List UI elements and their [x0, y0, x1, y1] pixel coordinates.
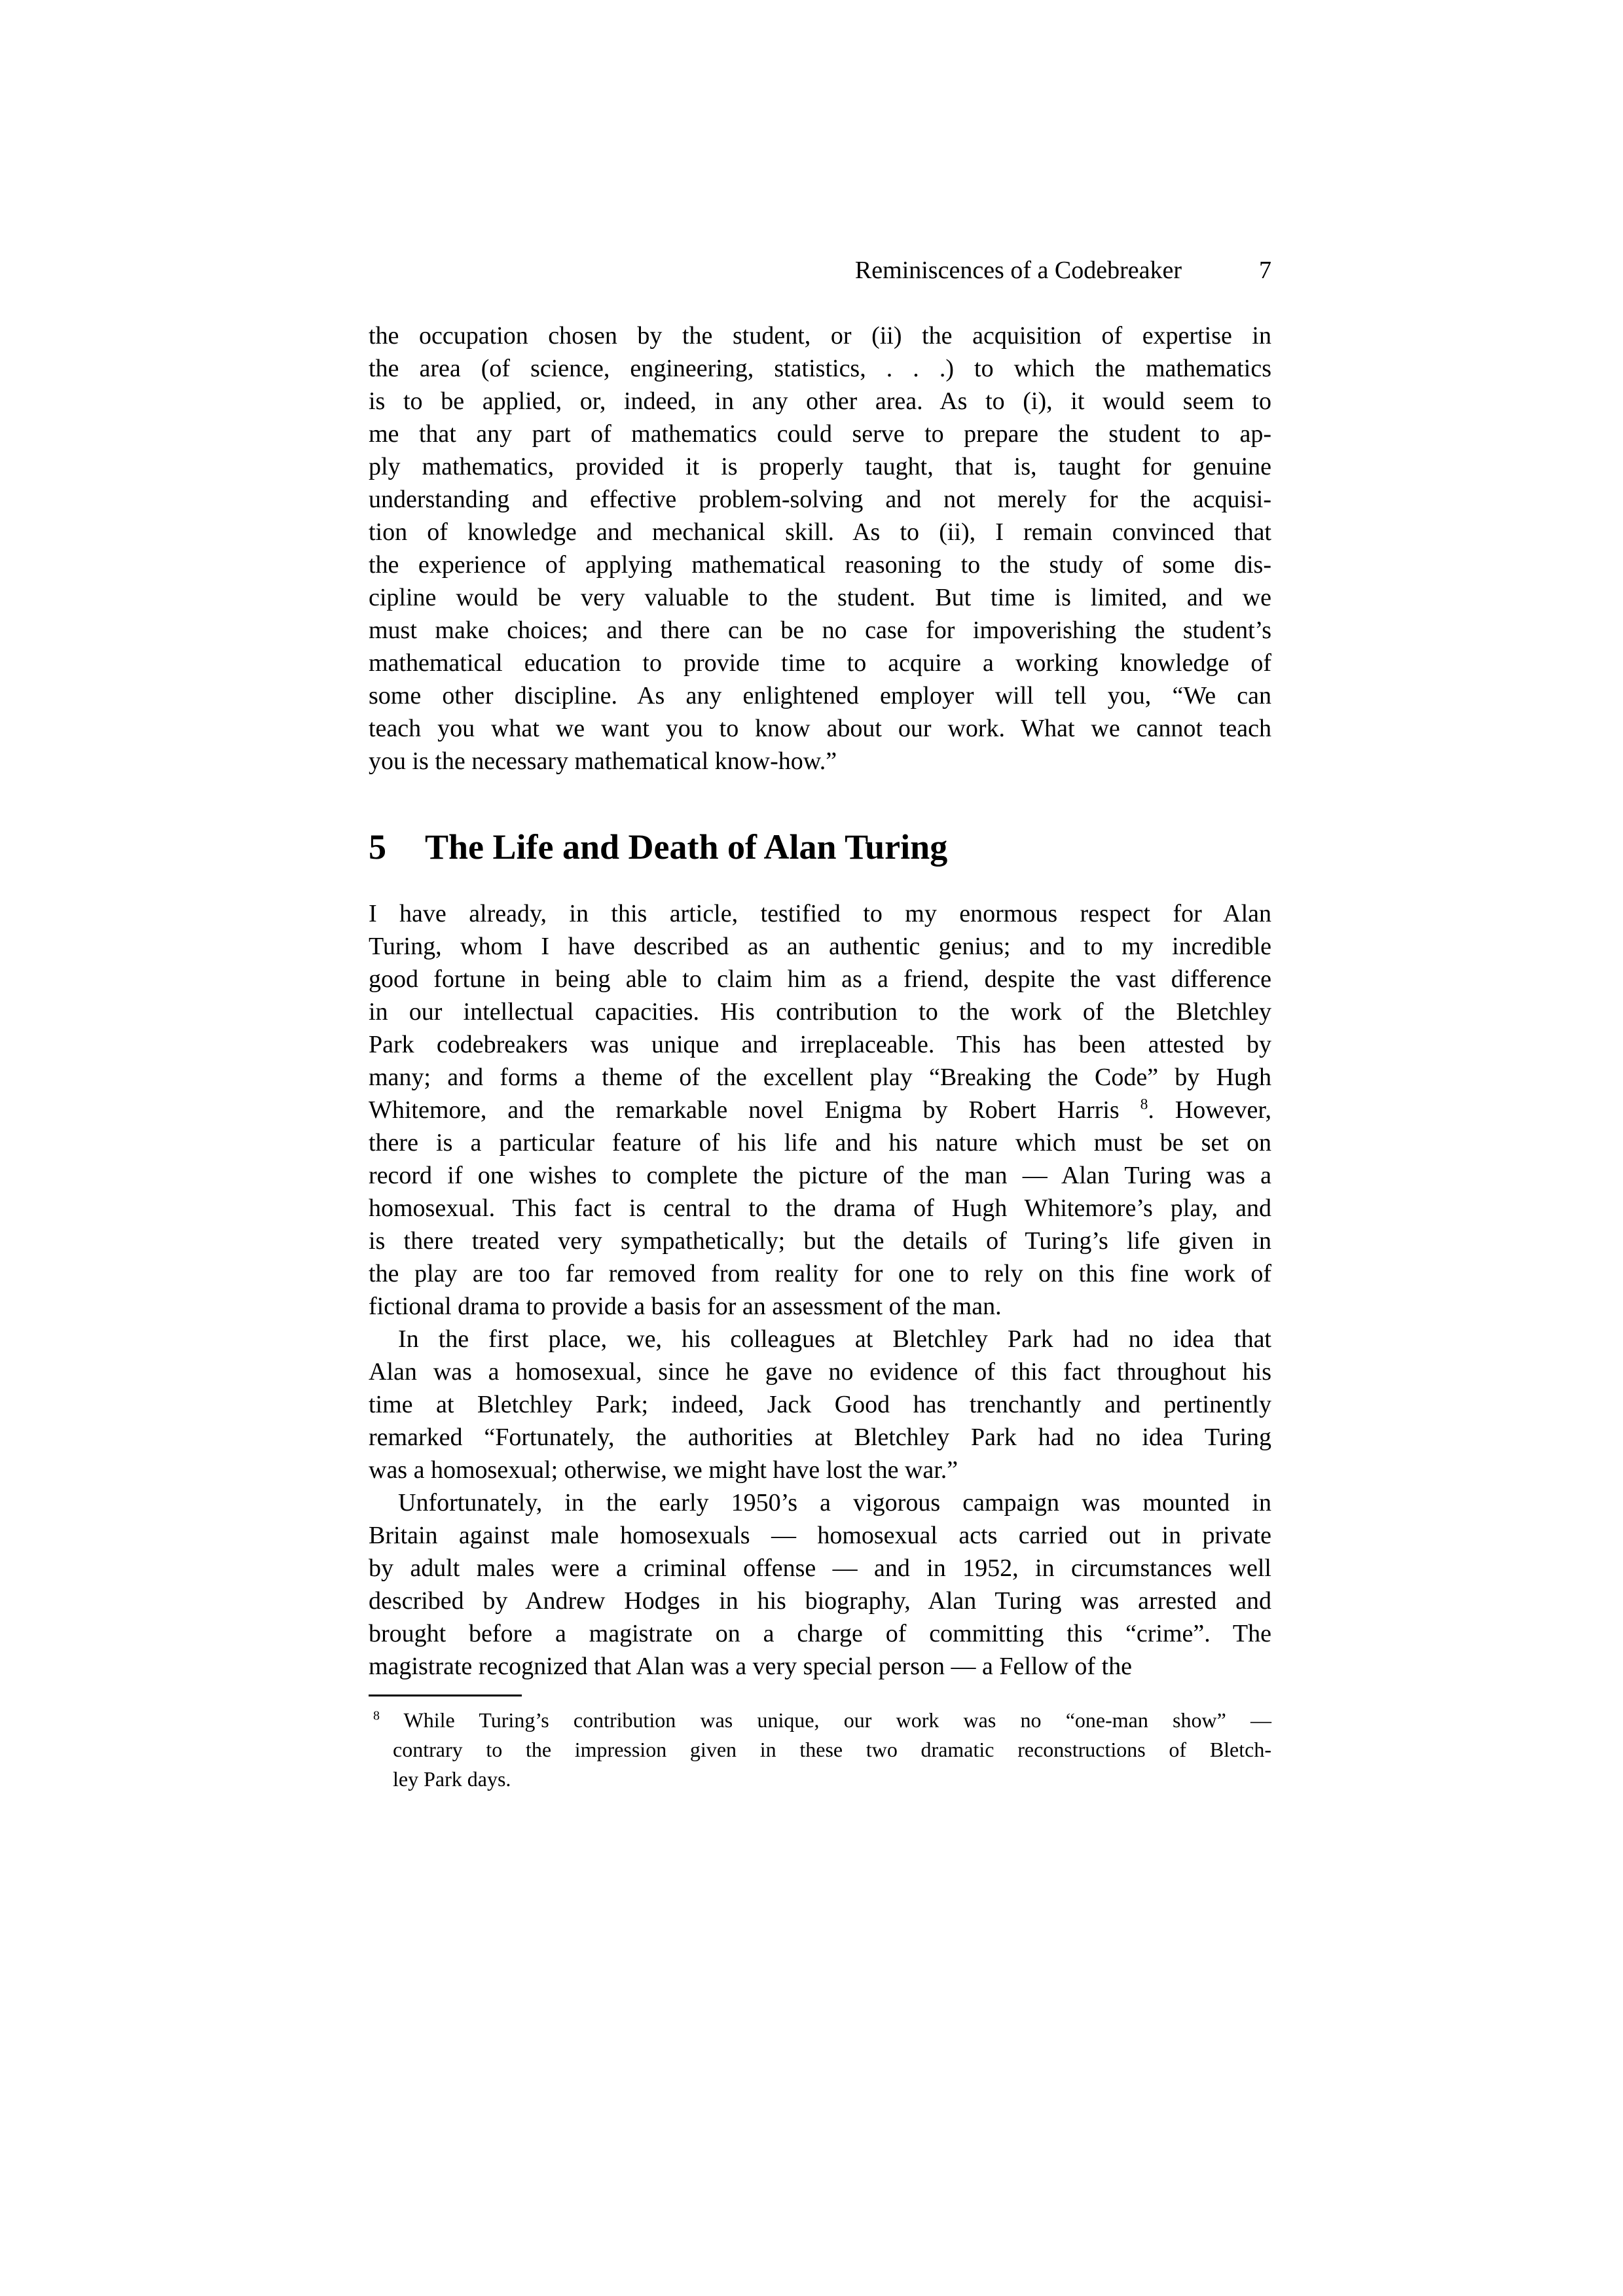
text-line: described by Andrew Hodges in his biography, Alan Turing was arrested and [369, 1587, 1271, 1615]
footnote [369, 1695, 1271, 1794]
paragraphs-before-heading [369, 319, 1271, 778]
text-line: me that any part of mathematics could serve to prepare the student to ap- [369, 420, 1271, 448]
text-line: many; and forms a theme of the excellent play “Breaking the Code” by Hugh [369, 1064, 1271, 1091]
text-line: Unfortunately, in the early 1950’s a vigorous campaign was mounted in [398, 1489, 1271, 1516]
text-line: remarked “Fortunately, the authorities at Bletchley Park had no idea Turing [369, 1424, 1271, 1451]
text-paragraph [369, 319, 1271, 778]
text-line: understanding and effective problem-solving and not merely for the acquisi- [369, 486, 1271, 513]
superscript-footnote-ref: 8 [1140, 1096, 1148, 1113]
paragraphs-after-heading [369, 897, 1271, 1683]
text-line: Britain against male homosexuals — homosexual acts carried out in private [369, 1522, 1271, 1549]
footnote-lines [369, 1706, 1271, 1794]
text-line: I have already, in this article, testified to my enormous respect for Alan [369, 900, 1271, 927]
text-paragraph [369, 1486, 1271, 1683]
text-line: record if one wishes to complete the picture of the man — Alan Turing was a [369, 1162, 1271, 1189]
text-line: Park codebreakers was unique and irreplaceable. This has been attested by [369, 1031, 1271, 1058]
body-text [369, 319, 1271, 1683]
text-paragraph [369, 897, 1271, 1323]
footnote-line: ley Park days. [393, 1767, 511, 1791]
running-title: Reminiscences of a Codebreaker [854, 257, 1182, 284]
text-line: is there treated very sympathetically; but the details of Turing’s life given in [369, 1227, 1271, 1255]
footnote-line: $^8$ While Turing’s contribution was unique, our work was no “one-man show” — [373, 1708, 1272, 1732]
text-line: in our intellectual capacities. His contribution to the work of the Bletchley [369, 998, 1271, 1026]
text-line: must make choices; and there can be no case for impoverishing the student’s [369, 617, 1271, 644]
section-heading [369, 827, 1271, 867]
text-line: the area (of science, engineering, statistics, . . .) to which the mathematics [369, 355, 1271, 382]
text-line: In the first place, we, his colleagues at Bletchley Park had no idea that [398, 1325, 1271, 1353]
text-line: Whitemore, and the remarkable novel Enigma by Robert Harris $^8$. However, [369, 1096, 1272, 1124]
text-line: mathematical education to provide time to acquire a working knowledge of [369, 649, 1271, 677]
text-line: good fortune in being able to claim him as a friend, despite the vast difference [369, 965, 1271, 993]
text-line: time at Bletchley Park; indeed, Jack Good has trenchantly and pertinently [369, 1391, 1271, 1418]
text-line: some other discipline. As any enlightened employer will tell you, “We can [369, 682, 1271, 709]
section-title: The Life and Death of Alan Turing [425, 827, 948, 867]
text-line: homosexual. This fact is central to the drama of Hugh Whitemore’s play, and [369, 1194, 1271, 1222]
text-line: the play are too far removed from reality for one to rely on this fine work of [369, 1260, 1271, 1287]
text-line: by adult males were a criminal offense — and in 1952, in circumstances well [369, 1554, 1271, 1582]
page-number: 7 [1259, 257, 1271, 284]
footnote-marker: 8 [373, 1708, 380, 1723]
text-line: fictional drama to provide a basis for an assessment of the man. [369, 1293, 1002, 1320]
text-line: the experience of applying mathematical reasoning to the study of some dis- [369, 551, 1271, 579]
section-number: 5 [369, 827, 386, 867]
text-line: Alan was a homosexual, since he gave no evidence of this fact throughout his [369, 1358, 1271, 1386]
text-line: ply mathematics, provided it is properly taught, that is, taught for genuine [369, 453, 1271, 480]
text-line: tion of knowledge and mechanical skill. As to (ii), I remain convinced that [369, 518, 1271, 546]
text-paragraph [369, 1323, 1271, 1486]
text-line: brought before a magistrate on a charge of committing this “crime”. The [369, 1620, 1271, 1647]
text-line: teach you what we want you to know about our work. What we cannot teach [369, 715, 1271, 742]
text-line: the occupation chosen by the student, or (ii) the acquisition of expertise in [369, 322, 1271, 350]
text-line: magistrate recognized that Alan was a very special person — a Fellow of the [369, 1653, 1132, 1680]
footnote-line: contrary to the impression given in these two dramatic reconstructions of Bletch- [393, 1738, 1271, 1761]
text-line: you is the necessary mathematical know-how.” [369, 747, 837, 775]
text-line: is to be applied, or, indeed, in any other area. As to (i), it would seem to [369, 387, 1271, 415]
text-line: Turing, whom I have described as an authentic genius; and to my incredible [369, 933, 1271, 960]
text-line: was a homosexual; otherwise, we might have lost the war.” [369, 1456, 958, 1484]
footnote-rule [369, 1695, 522, 1696]
text-line: cipline would be very valuable to the student. But time is limited, and we [369, 584, 1271, 611]
page-header [369, 256, 1271, 285]
text-line: there is a particular feature of his life and his nature which must be set on [369, 1129, 1271, 1157]
